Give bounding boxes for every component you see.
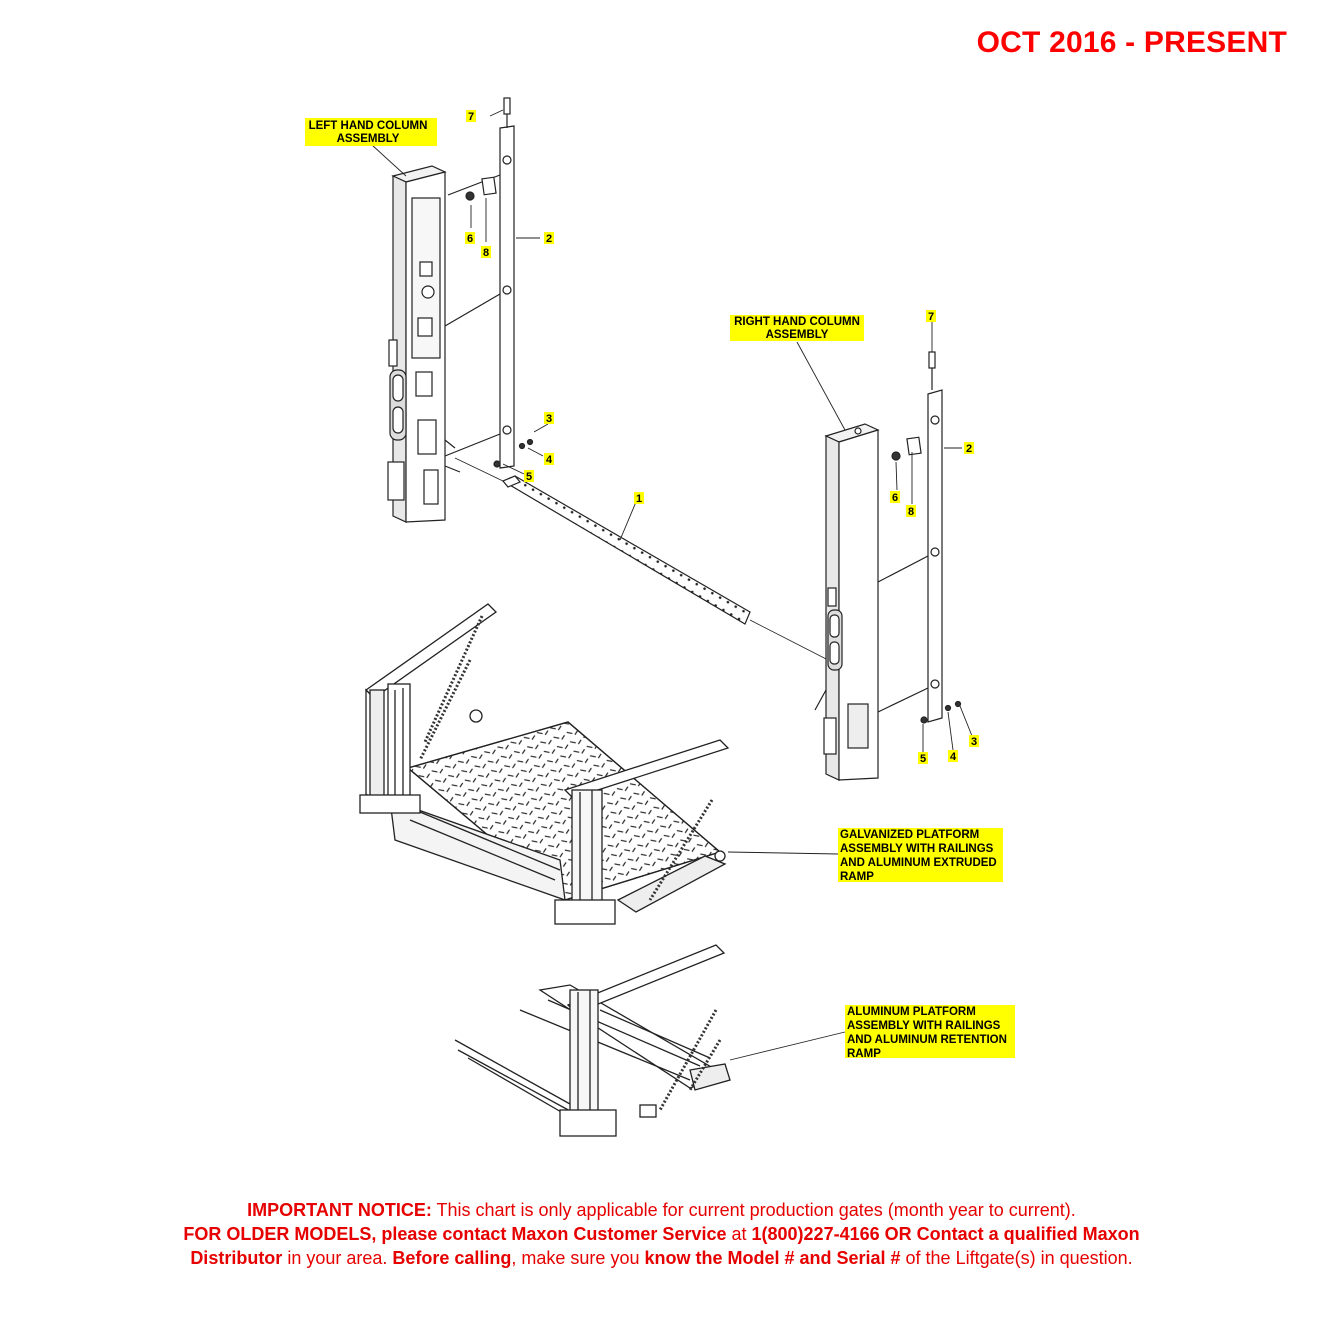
svg-text:ALUMINUM PLATFORM: ALUMINUM PLATFORM [847, 1006, 976, 1018]
cross-tube-part-1 [455, 458, 832, 662]
callout-2-right: 2 [966, 443, 973, 455]
galvanized-platform-label [838, 828, 1003, 883]
left-side-plate [445, 98, 533, 468]
callout-7-right: 7 [928, 311, 935, 323]
svg-text:ASSEMBLY WITH RAILINGS: ASSEMBLY WITH RAILINGS [847, 1020, 1001, 1032]
callout-3-right: 3 [971, 736, 978, 748]
svg-text:GALVANIZED PLATFORM: GALVANIZED PLATFORM [840, 829, 980, 841]
callout-5-left: 5 [526, 471, 533, 483]
svg-text:LEFT HAND COLUMN: LEFT HAND COLUMN [308, 120, 428, 132]
aluminum-platform-drawing [455, 945, 730, 1136]
callout-6-left: 6 [467, 233, 474, 245]
right-column-label [730, 315, 864, 341]
leader-lines [372, 110, 972, 1060]
left-column-label [305, 118, 437, 146]
svg-text:RAMP: RAMP [840, 871, 874, 883]
notice-line-2: FOR OLDER MODELS, please contact Maxon Customer Service at 1(800)227-4166 OR Contact a qualified Maxon [183, 1224, 1140, 1244]
callout-4-right: 4 [950, 751, 957, 763]
callout-1: 1 [636, 493, 643, 505]
callout-6-right: 6 [892, 492, 899, 504]
svg-text:RAMP: RAMP [847, 1048, 881, 1060]
galvanized-platform-drawing [360, 604, 728, 924]
right-column-assembly [815, 424, 878, 780]
aluminum-platform-label [845, 1005, 1015, 1060]
svg-text:RIGHT HAND COLUMN: RIGHT HAND COLUMN [734, 316, 860, 328]
svg-text:ASSEMBLY WITH RAILINGS: ASSEMBLY WITH RAILINGS [840, 843, 994, 855]
page-title: OCT 2016 - PRESENT [976, 26, 1287, 59]
right-side-plate [878, 352, 961, 723]
callout-numbers [465, 110, 979, 765]
callout-3-left: 3 [546, 413, 553, 425]
important-notice [60, 1198, 1263, 1270]
svg-text:AND ALUMINUM EXTRUDED: AND ALUMINUM EXTRUDED [840, 857, 997, 869]
notice-line-3: Distributor in your area. Before calling, make sure you know the Model # and Serial # of the Liftgate(s) in question. [190, 1248, 1133, 1268]
svg-text:ASSEMBLY: ASSEMBLY [336, 133, 400, 145]
svg-text:ASSEMBLY: ASSEMBLY [765, 329, 829, 341]
left-column-assembly [388, 166, 460, 522]
callout-2-left: 2 [546, 233, 553, 245]
callout-8-left: 8 [483, 247, 490, 259]
callout-8-right: 8 [908, 506, 915, 518]
notice-line-1: IMPORTANT NOTICE: This chart is only applicable for current production gates (month year to current). [247, 1200, 1076, 1220]
callout-7-left: 7 [468, 111, 475, 123]
callout-5-right: 5 [920, 753, 927, 765]
svg-text:AND ALUMINUM RETENTION: AND ALUMINUM RETENTION [847, 1034, 1007, 1046]
callout-4-left: 4 [546, 454, 553, 466]
